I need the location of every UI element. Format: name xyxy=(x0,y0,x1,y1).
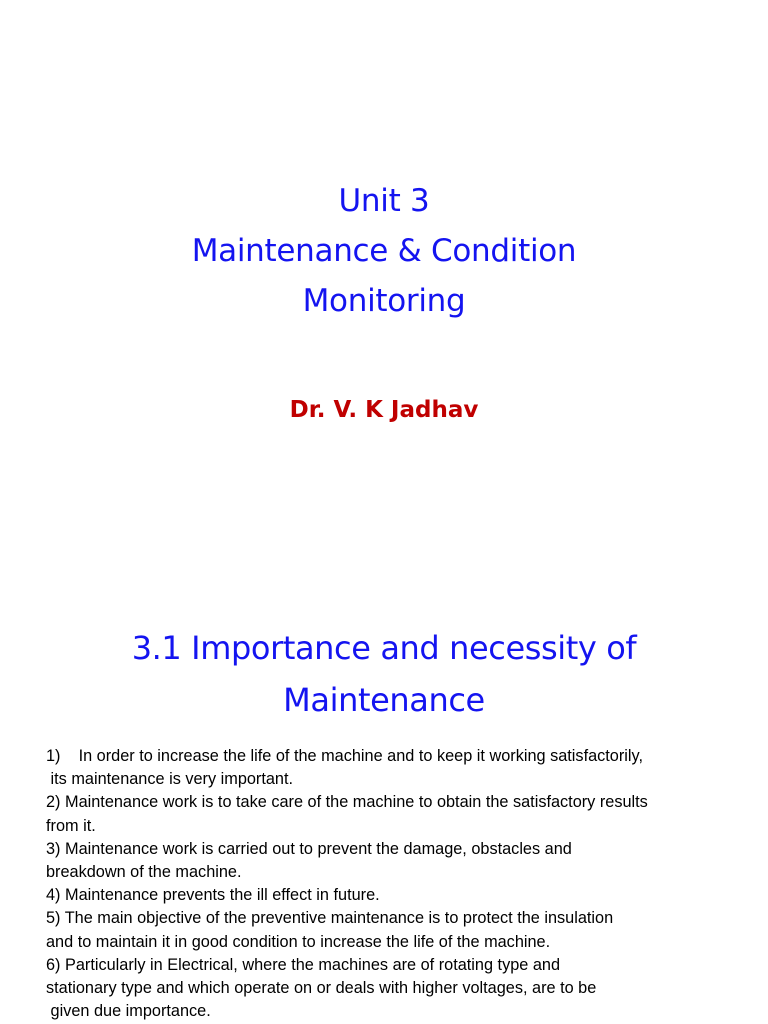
section-heading-line-2: Maintenance xyxy=(283,681,485,719)
section-heading-line-1: 3.1 Importance and necessity of xyxy=(131,629,637,667)
title-line-subject-cont: Monitoring xyxy=(302,283,466,319)
point-text-line: its maintenance is very important. xyxy=(46,770,294,789)
title-line-unit: Unit 3 xyxy=(338,183,430,219)
slide-title xyxy=(0,176,768,326)
content-slide xyxy=(0,600,768,1024)
point-text-line: 3) Maintenance work is carried out to prevent the damage, obstacles and xyxy=(46,839,572,858)
point-text-line: 5) The main objective of the preventive maintenance is to protect the insulation xyxy=(46,909,614,928)
point-text-line: given due importance. xyxy=(46,1002,211,1021)
point-text-line: from it. xyxy=(46,816,96,835)
point-text-line: 1) In order to increase the life of the machine and to keep it working satisfactorily, xyxy=(46,747,643,765)
section-heading xyxy=(0,622,768,726)
point-text-line: 4) Maintenance prevents the ill effect in future. xyxy=(46,886,380,905)
point-text-line: stationary type and which operate on or deals with higher voltages, are to be xyxy=(46,979,597,998)
point-text-line: 2) Maintenance work is to take care of the machine to obtain the satisfactory results xyxy=(46,793,648,812)
point-text-line: breakdown of the machine. xyxy=(46,863,242,882)
title-line-subject: Maintenance & Condition xyxy=(191,233,577,269)
maintenance-points-list xyxy=(46,745,766,1023)
author-name: Dr. V. K Jadhav xyxy=(289,397,479,423)
point-text-line: 6) Particularly in Electrical, where the machines are of rotating type and xyxy=(46,955,561,974)
point-text-line: and to maintain it in good condition to increase the life of the machine. xyxy=(46,932,551,951)
